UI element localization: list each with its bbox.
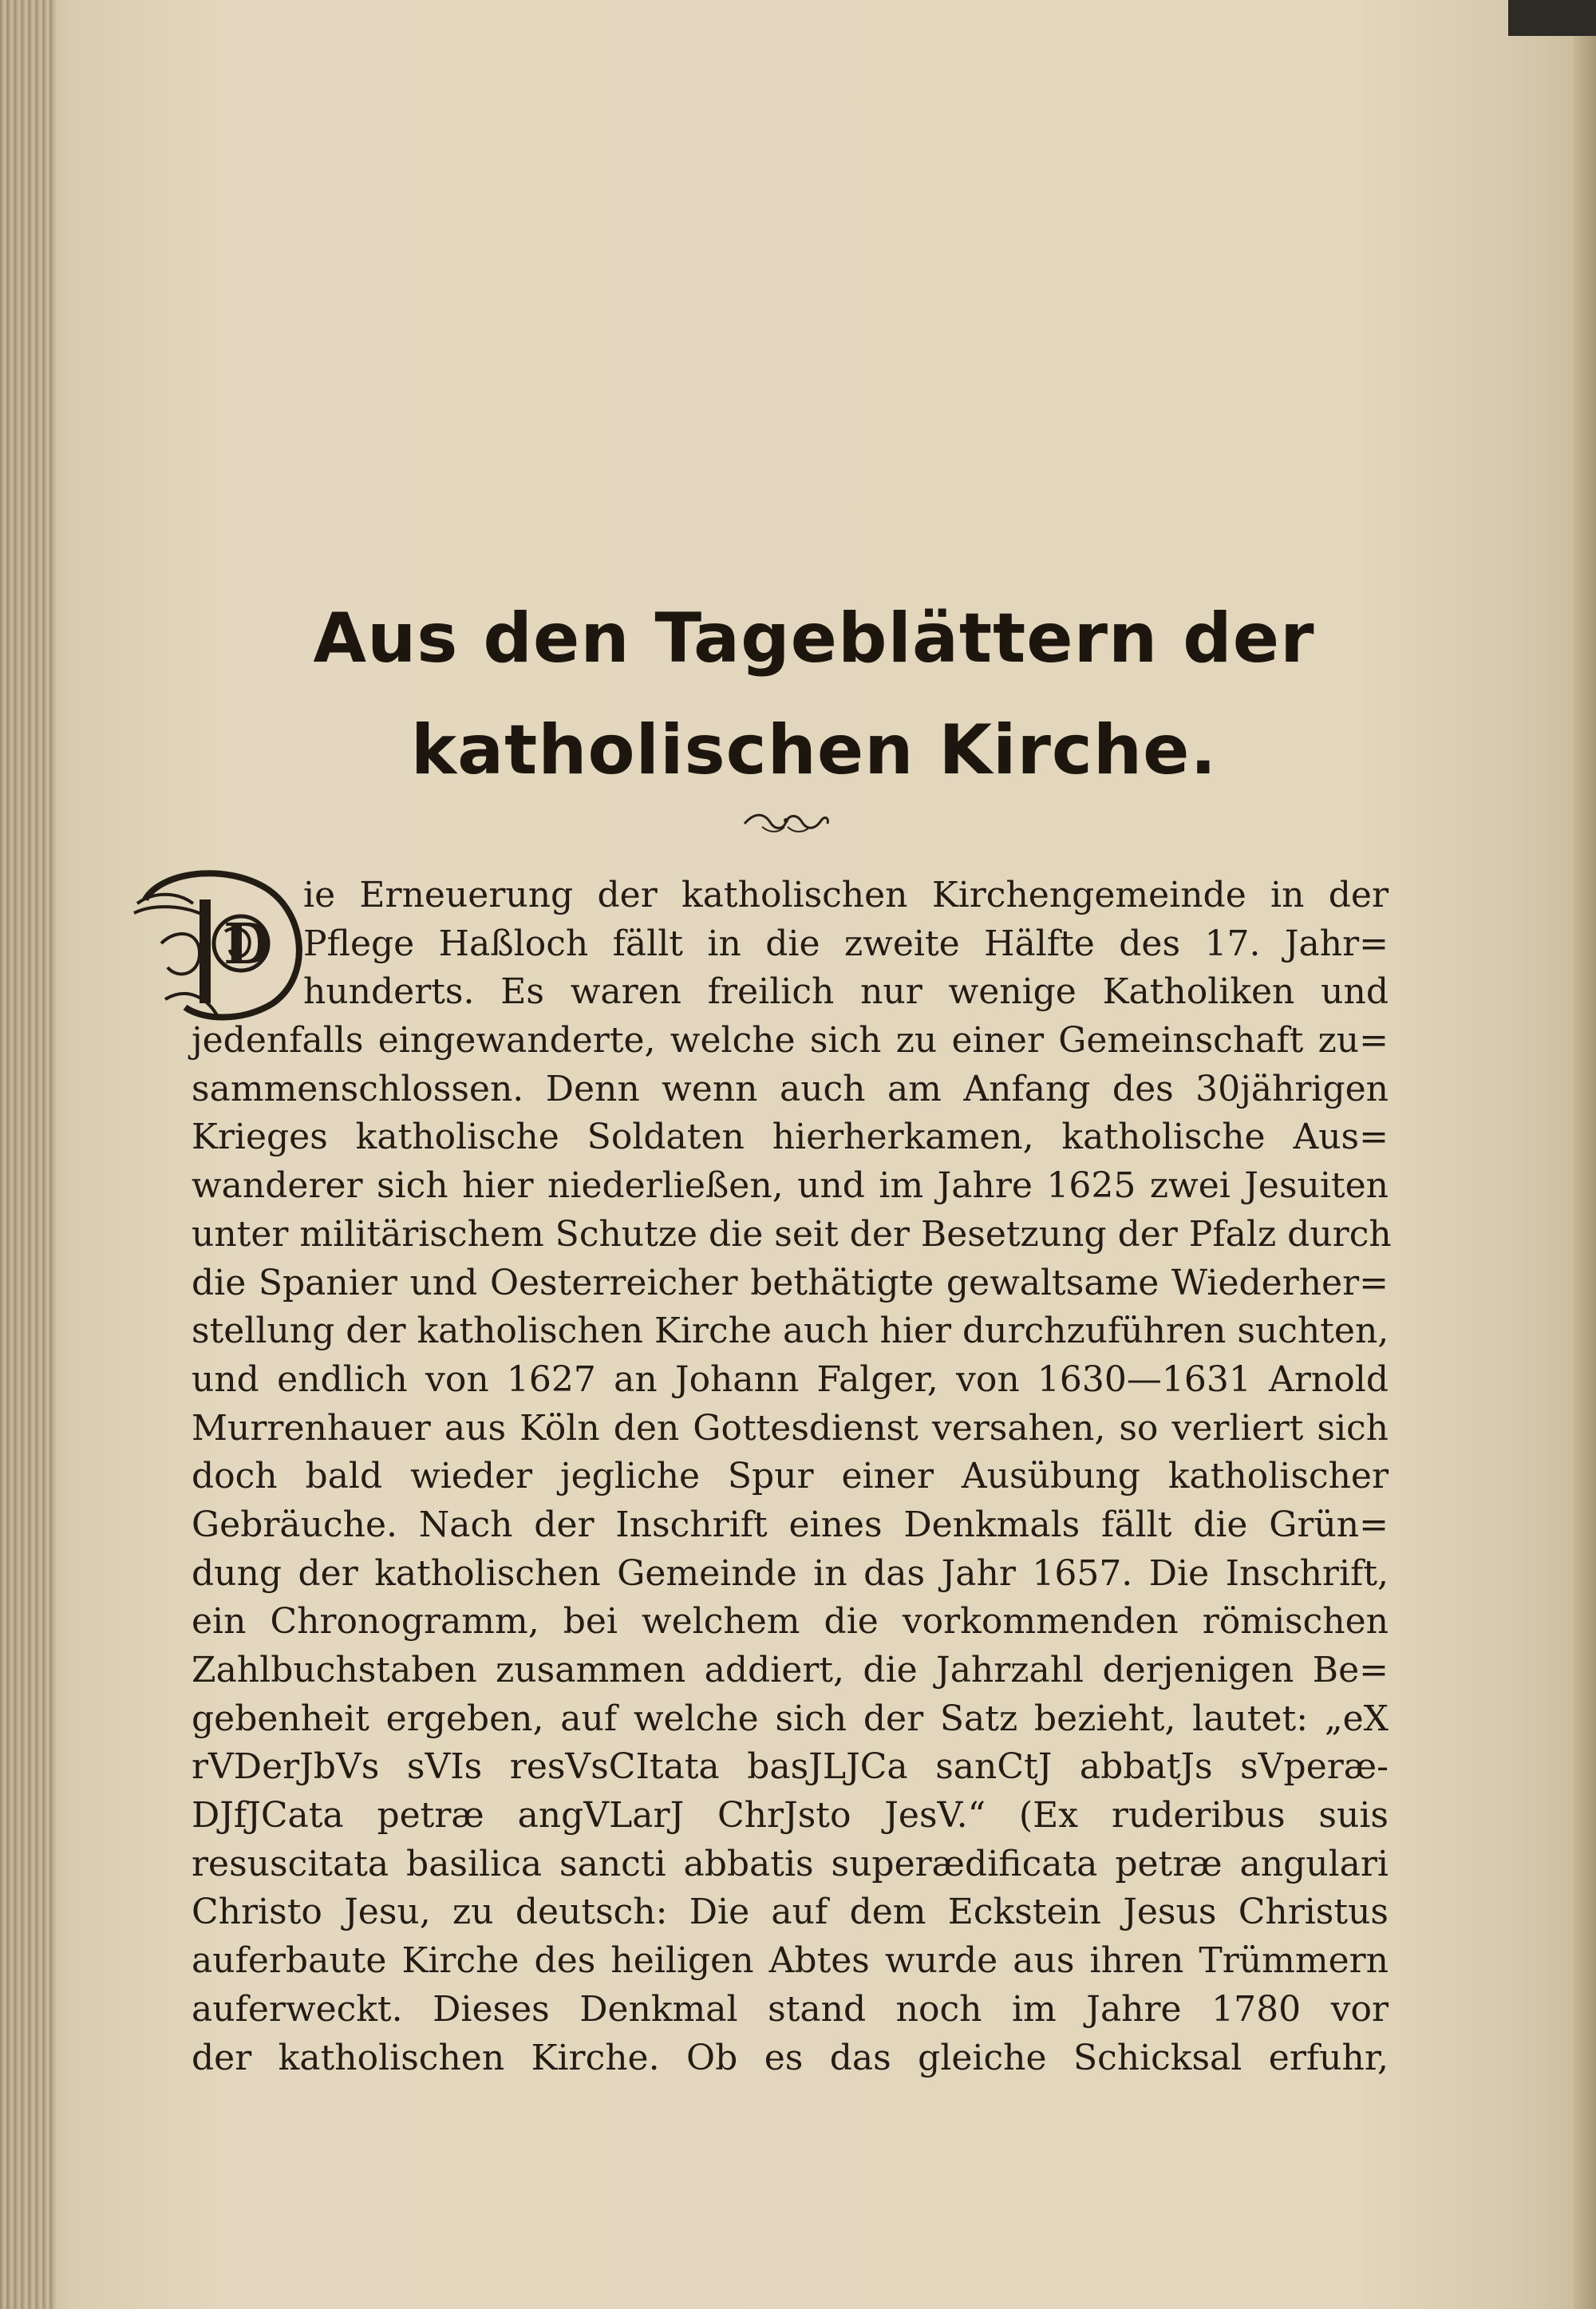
show-through-text [255, 136, 1580, 503]
text-line: ie Erneuerung der katholischen Kirchengemeinde in der [303, 875, 1389, 915]
text-line: unter militärischem Schutze die seit der Besetzung der Pfalz durch [192, 1213, 1392, 1255]
text-line: wanderer sich hier niederließen, und im Jahre 1625 zwei Jesuiten [192, 1165, 1389, 1207]
text-line: Pflege Haßloch fällt in die zweite Hälfte des 17. Jahr= [303, 923, 1389, 964]
text-line: Zahlbuchstaben zusammen addiert, die Jahrzahl derjenigen Be= [192, 1650, 1389, 1690]
text-line: Krieges katholische Soldaten hierherkamen, katholische Aus= [192, 1117, 1389, 1158]
chapter-title [192, 583, 1436, 806]
text-line: Christo Jesu, zu deutsch: Die auf dem Eckstein Jesus Christus [192, 1892, 1389, 1933]
text-line: DJfJCata petræ angVLarJ ChrJsto JesV.“ (Ex ruderibus suis [192, 1795, 1389, 1837]
text-line: die Spanier und Oesterreicher bethätigte gewaltsame Wiederher= [192, 1262, 1389, 1303]
text-line: stellung der katholischen Kirche auch hier durchzuführen suchten, [192, 1311, 1389, 1352]
text-line: rVDerJbVs sVIs resVsCItata basJLJCa sanCtJ abbatJs sVperæ- [192, 1746, 1389, 1788]
text-line: gebenheit ergeben, auf welche sich der Satz bezieht, lautet: „eX [192, 1698, 1389, 1739]
text-line: Gebräuche. Nach der Inschrift eines Denkmals fällt die Grün= [192, 1504, 1389, 1545]
body-text [192, 872, 1392, 2082]
scan-background-corner [1508, 0, 1596, 36]
text-line: hunderts. Es waren freilich nur wenige Katholiken und [303, 971, 1389, 1013]
chapter-title-line-2: katholischen Kirche. [410, 710, 1218, 790]
decorative-ornament [738, 806, 834, 838]
text-line: Murrenhauer aus Köln den Gottesdienst versahen, so verliert sich [192, 1407, 1389, 1449]
book-spine-edge [0, 0, 56, 2309]
text-line: auferbaute Kirche des heiligen Abtes wurde aus ihren Trümmern [192, 1940, 1389, 1982]
text-line: dung der katholischen Gemeinde in das Jahr 1657. Die Inschrift, [192, 1552, 1389, 1594]
dropcap-letter: D [223, 911, 272, 977]
text-line: resuscitata basilica sancti abbatis superædificata petræ angulari [192, 1843, 1389, 1884]
chapter-title-line-1: Aus den Tageblättern der [313, 599, 1315, 678]
text-line: doch bald wieder jegliche Spur einer Ausübung katholischer [192, 1456, 1389, 1497]
text-line: und endlich von 1627 an Johann Falger, von 1630—1631 Arnold [192, 1358, 1389, 1400]
text-line: der katholischen Kirche. Ob es das gleiche Schicksal erfuhr, [192, 2037, 1389, 2078]
text-line: ein Chronogramm, bei welchem die vorkommenden römischen [192, 1601, 1389, 1643]
text-line: jedenfalls eingewanderte, welche sich zu einer Gemeinschaft zu= [192, 1020, 1389, 1062]
text-line: sammenschlossen. Denn wenn auch am Anfang des 30jährigen [192, 1068, 1389, 1109]
text-line: auferweckt. Dieses Denkmal stand noch im Jahre 1780 vor [192, 1988, 1389, 2030]
